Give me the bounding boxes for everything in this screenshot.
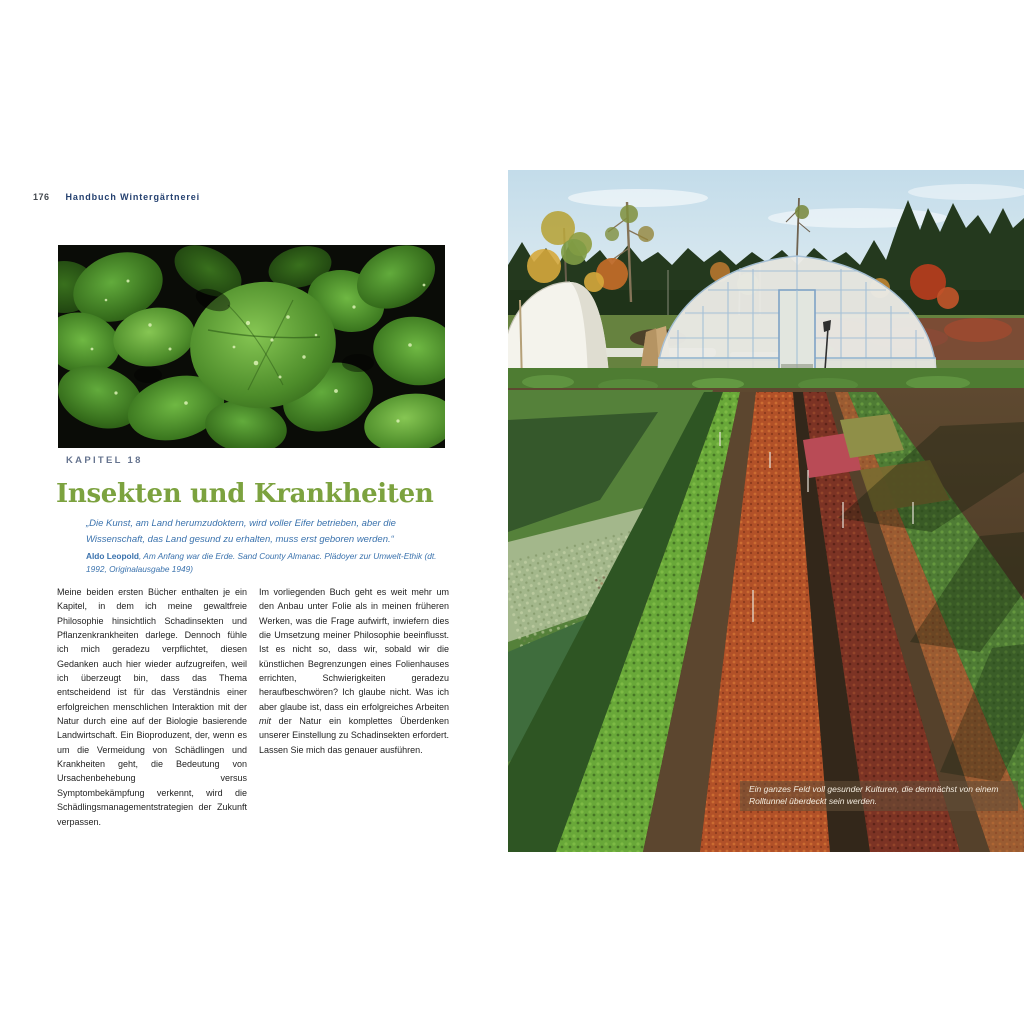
epigraph-attribution [86, 550, 448, 576]
body-right-text: Im vorliegenden Buch geht es weit mehr um den Anbau unter Folie als in meinen früheren Werken, was die Frage aufwirft, inwiefern dies die Umsetzung meiner Philosophie beeinflusst. Ist es nicht so, dass wir, sobald wir die künstlichen Begrenzungen eines Folienhauses errichten, Schwierigkeiten geradezu heraufbeschwören? Ich glaube nicht. Was ich aber glaube ist, dass ein erfolgreiches Arbeiten [259, 587, 449, 712]
spinach-photo [58, 245, 445, 448]
farm-field-photo [508, 170, 1024, 852]
body-text [57, 585, 450, 829]
body-column-left: Meine beiden ersten Bücher enthalten je ein Kapitel, in dem ich meine gewaltfreie Philosophie hinsichtlich Schadinsekten und Pflanzenkrankheiten darlege. Dennoch fühle ich mich geradezu verpflichtet, diesen Gedanken auch hier wieder aufzugreifen, weil ich überzeugt bin, dass das Thema entscheidend ist für das Verständnis einer erfolgreichen menschlichen Interaktion mit der Natur durch eine auf der Biologie basierende Landwirtschaft. Ein Bioproduzent, der, wenn es um die Vermeidung von Schädlingen und Krankheiten geht, die Bedeutung von Ursachenbehebung versus Symptombekämpfung verkennt, wird die Schädlingsmanagementstrategien der Zukunft verpassen. [57, 587, 247, 827]
body-column-right [259, 585, 449, 829]
body-right-text-2: der Natur ein komplettes Überdenken unserer Einstellung zu Schadinsekten erfordert. Lassen Sie mich das genauer ausführen. [259, 716, 449, 755]
photo-caption: Ein ganzes Feld voll gesunder Kulturen, die demnächst von einem Rolltunnel überdeckt sein werden. [740, 781, 1018, 811]
running-header [33, 192, 200, 202]
epigraph [86, 516, 448, 576]
page-number: 176 [33, 192, 50, 202]
epigraph-author: Aldo Leopold [86, 551, 139, 561]
chapter-label: KAPITEL 18 [66, 455, 143, 466]
epigraph-quote: „Die Kunst, am Land herumzudoktern, wird voller Eifer betrieben, aber die Wissenschaft, das Land gesund zu erhalten, muss erst geboren werden.“ [86, 518, 396, 545]
chapter-title: Insekten und Krankheiten [56, 479, 434, 509]
book-title: Handbuch Wintergärtnerei [65, 192, 201, 202]
body-right-emphasis: mit [259, 716, 271, 727]
epigraph-source: , Am Anfang war die Erde. Sand County Almanac. Plädoyer zur Umwelt-Ethik (dt. 1992, Originalausgabe 1949) [86, 551, 437, 574]
